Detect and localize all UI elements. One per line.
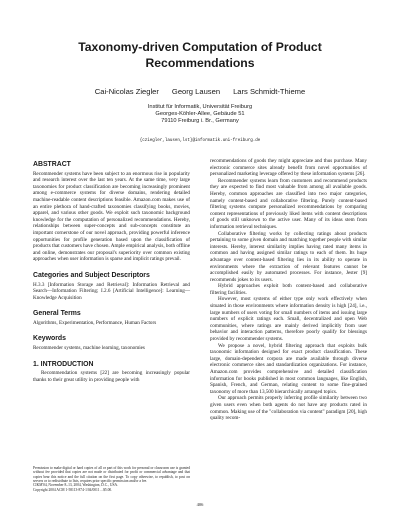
author-name: Georg Lausen xyxy=(171,87,221,96)
page-number: 406 xyxy=(196,502,204,507)
copyright-line: Copyright 2004 ACM 1-58113-874-1/04/0011 ...$5.00. xyxy=(33,487,113,492)
affiliation-line: 79110 Freiburg i. Br., Germany xyxy=(161,117,239,124)
right-column xyxy=(210,158,367,422)
author-list xyxy=(0,87,400,96)
categories-heading: Categories and Subject Descriptors xyxy=(33,271,150,279)
paragraph: Hybrid approaches exploit both content-based and collaborative filtering facilities. xyxy=(210,283,367,296)
title-line-1: Taxonomy-driven Computation of Product xyxy=(78,40,322,54)
title-line-2: Recommendations xyxy=(145,55,255,70)
paragraph: However, most systems of either type only work effectively when situated in those environments where information density is high [24], i.e., large numbers of users voting for small numbers of items and issuing large numbers of explicit ratings each. Small, decentralized and open Web communities, where ratings are mainly derived implicitly from user behavior and interaction patterns, therefore poorly qualify for blessings provided by recommender systems. xyxy=(210,296,367,343)
abstract-text: Recommender systems have been subject to an enormous rise in popularity and research interest over the last ten years. At the same time, very large taxonomies for product classification are becoming increasingly prominent among e-commerce systems for diverse domains, rendering detailed machine-readable content descriptions feasible. Amazon.com makes use of an entire plethora of hand-crafted taxonomies classifying books, movies, apparel, and various other goods. We exploit such taxonomic background knowledge for the computation of personalized recommendations. Hereby, relationships between super-concepts and sub-concepts constitute an important cornerstone of our novel approach, providing powerful inference opportunities for profile generation based upon the classification of products that customers have chosen. Ample empirical analysis, both offline and online, demonstrates our proposal's superiority over common existing approaches when user information is sparse and implicit ratings prevail. xyxy=(33,170,190,263)
introduction-heading: 1. INTRODUCTION xyxy=(33,360,94,368)
paper-title xyxy=(0,40,400,71)
abstract-heading: ABSTRACT xyxy=(33,161,71,168)
paragraph: Recommender systems learn from customers and recommend products they are expected to find most valuable from among all available goods. Hereby, common approaches are classified into two major categories, namely content-based and collaborative filtering. Purely content-based filtering systems compute personalized recommendations by comparing content representations of previously liked items with content descriptions of goods still unknown to the active user. Many of its ideas stem from information retrieval techniques. xyxy=(210,177,367,230)
categories-text: H.3.3 [Information Storage and Retrieval]: Information Retrieval and Search—Information Filtering; I.2.6 [Artificial Intelligence]: Learning—Knowledge Acquisition xyxy=(33,281,190,301)
affiliation-line: Institut für Informatik, Universität Freiburg xyxy=(147,104,253,110)
introduction-text: Recommendation systems [22] are becoming increasingly popular thanks to their great utility in providing people with xyxy=(33,370,190,383)
paragraph: recommendations of goods they might appreciate and thus purchase. Many electronic commerce sites already benefit from novel opportunities of personalized marketing leverage offered by these information systems [26]. xyxy=(210,158,367,178)
left-column xyxy=(33,162,190,383)
copyright-footnote xyxy=(33,466,190,492)
conference-line: CIKM'04, November 8–13, 2004, Washington, D.C., USA. xyxy=(33,483,118,488)
permission-text: Permission to make digital or hard copies of all or part of this work for personal or classroom use is granted without fee provided that copies are not made or distributed for profit or commercial advantage and that copies bear this notice and the full citation on the first page. To copy otherwise, to republish, to post on servers or to redistribute to lists, requires prior specific permission and/or a fee. xyxy=(33,466,190,484)
affiliation-line: Georges-Köhler-Allee, Gebäude 51 xyxy=(155,110,245,117)
paragraph: We propose a novel, hybrid filtering approach that exploits bulk taxonomic information designed for exact product classification. These large, domain-dependent corpora are made available through diverse electronic commerce sites and standardization organizations. For instance, Amazon.com provides comprehensive and detailed classification information for books published in most common languages, like English, Spanish, French, and German, relating content to some fine-grained taxonomy of more than 13,500 hierarchically arranged topics. xyxy=(210,342,367,395)
keywords-text: Recommender systems, machine learning, taxonomies xyxy=(33,345,145,352)
author-name: Cai-Nicolas Ziegler xyxy=(94,87,159,96)
paragraph: Our approach permits properly inferring profile similarity between two given users even when both agents do not have any products rated in common. Making use of the "collaboration via content" paradigm [20], high quality recom- xyxy=(210,395,367,422)
general-terms-heading: General Terms xyxy=(33,310,81,318)
keywords-heading: Keywords xyxy=(33,335,66,343)
author-email: {cziegler,lausen,lst}@informatik.uni-freiburg.de xyxy=(139,139,261,143)
paragraph: Collaborative filtering works by collecting ratings about products pertaining to some given domain and matching together people with similar interests. Hereby, interest similarity implies having rated many items in common and having assigned similar ratings to each of them. Its huge advantage over content-based filtering lies in its ability to operate in environments where the extraction of relevant features cannot be accomplished easily by automated processes. For instance, Jester [9] recommends jokes to its users. xyxy=(210,230,367,283)
affiliation xyxy=(0,104,400,125)
author-name: Lars Schmidt-Thieme xyxy=(233,87,306,96)
general-terms-text: Algorithms, Experimentation, Performance, Human Factors xyxy=(33,319,157,326)
